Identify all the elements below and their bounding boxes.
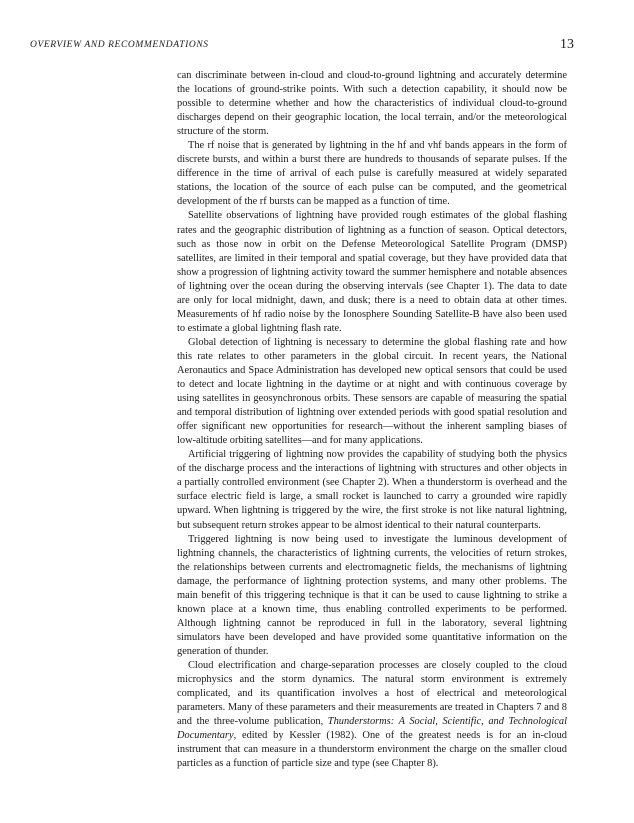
running-head: OVERVIEW AND RECOMMENDATIONS (30, 40, 209, 50)
page-number: 13 (560, 37, 574, 52)
paragraph-7 (177, 659, 567, 771)
paragraph-4: Global detection of lightning is necessary to determine the global flashing rate and how this rate relates to other parameters in the global circuit. In recent years, the National Aeronautics and Space Administration has developed new optical sensors that could be used to detect and locate lightning in the daytime or at night and with continuous coverage by using satellites in geosynchronous orbits. These sensors are capable of measuring the spatial and temporal distribution of lightning over extended periods with good spatial resolution and offer significant new opportunities for research—without the inherent sampling biases of low-altitude orbiting satellites—and for many applications. (177, 336, 567, 447)
paragraph-5: Artificial triggering of lightning now provides the capability of studying both the physics of the discharge process and the interactions of lightning with structures and other objects in a partially controlled environment (see Chapter 2). When a thunderstorm is overhead and the surface electric field is large, a small rocket is launched to carry a grounded wire rapidly upward. When lightning is triggered by the wire, the first stroke is not like natural lightning, but subsequent return strokes appear to be almost identical to their natural counterparts. (177, 449, 567, 531)
paragraph-2: The rf noise that is generated by lightning in the hf and vhf bands appears in the form of discrete bursts, and within a burst there are hundreds to thousands of separate pulses. If the difference in the time of arrival of each pulse is carefully measured at widely separated stations, the location of the source of each pulse can be computed, and the geometrical development of the rf bursts can be mapped as a function of time. (177, 140, 567, 208)
paragraph-6: Triggered lightning is now being used to investigate the luminous development of lightning channels, the characteristics of lightning currents, the velocities of return strokes, the relationships between currents and electromagnetic fields, the mechanisms of lightning damage, the performance of lightning protection systems, and many other problems. The main benefit of this triggering technique is that it can be used to cause lightning to strike a known place at a known time, thus enabling controlled experiments to be performed. Although lightning cannot be reproduced in full in the laboratory, several lightning simulators have been developed and have provided some quantitative information on the generation of thunder. (177, 533, 567, 657)
body-text (177, 69, 567, 771)
paragraph-7-lead: Cloud electrification and charge-separation processes are closely coupled to the cloud microphysics and the storm dynamics. The natural storm environment is extremely complicated, and its quantification involves a host of electrical and meteorological parameters. Many of these parameters and their measurements are treated in Chapters 7 and 8 and the three-volume publication, (177, 659, 567, 728)
paragraph-7-tail: , edited by Kessler (1982). One of the greatest needs is for an in-cloud instrument that can measure in a thunderstorm environment the charge on the smaller cloud particles as a function of particle size and type (see Chapter 8). (177, 730, 567, 770)
paragraph-3: Satellite observations of lightning have provided rough estimates of the global flashing rates and the geographic distribution of lightning as a function of season. Optical detectors, such as those now in orbit on the Defense Meteorological Satellite Program (DMSP) satellites, are limited in their temporal and spatial coverage, but they have provided data that show a progression of lightning activity toward the summer hemisphere and notable absences of lightning over the ocean during the observing intervals (see Chapter 1). The data to date are only for local midnight, dawn, and dusk; there is a need to obtain data at other times. Measurements of hf radio noise by the Ionosphere Sounding Satellite-B have also been used to estimate a global lightning flash rate. (177, 210, 567, 334)
paragraph-1: can discriminate between in-cloud and cloud-to-ground lightning and accurately determine the locations of ground-strike points. With such a detection capability, it should now be possible to determine whether and how the characteristics of individual cloud-to-ground discharges depend on their geographic location, the local terrain, and/or the meteorological structure of the storm. (177, 70, 567, 138)
book-title: Thunderstorms: A Social, Scientific, and Technological Documentary (177, 716, 567, 742)
